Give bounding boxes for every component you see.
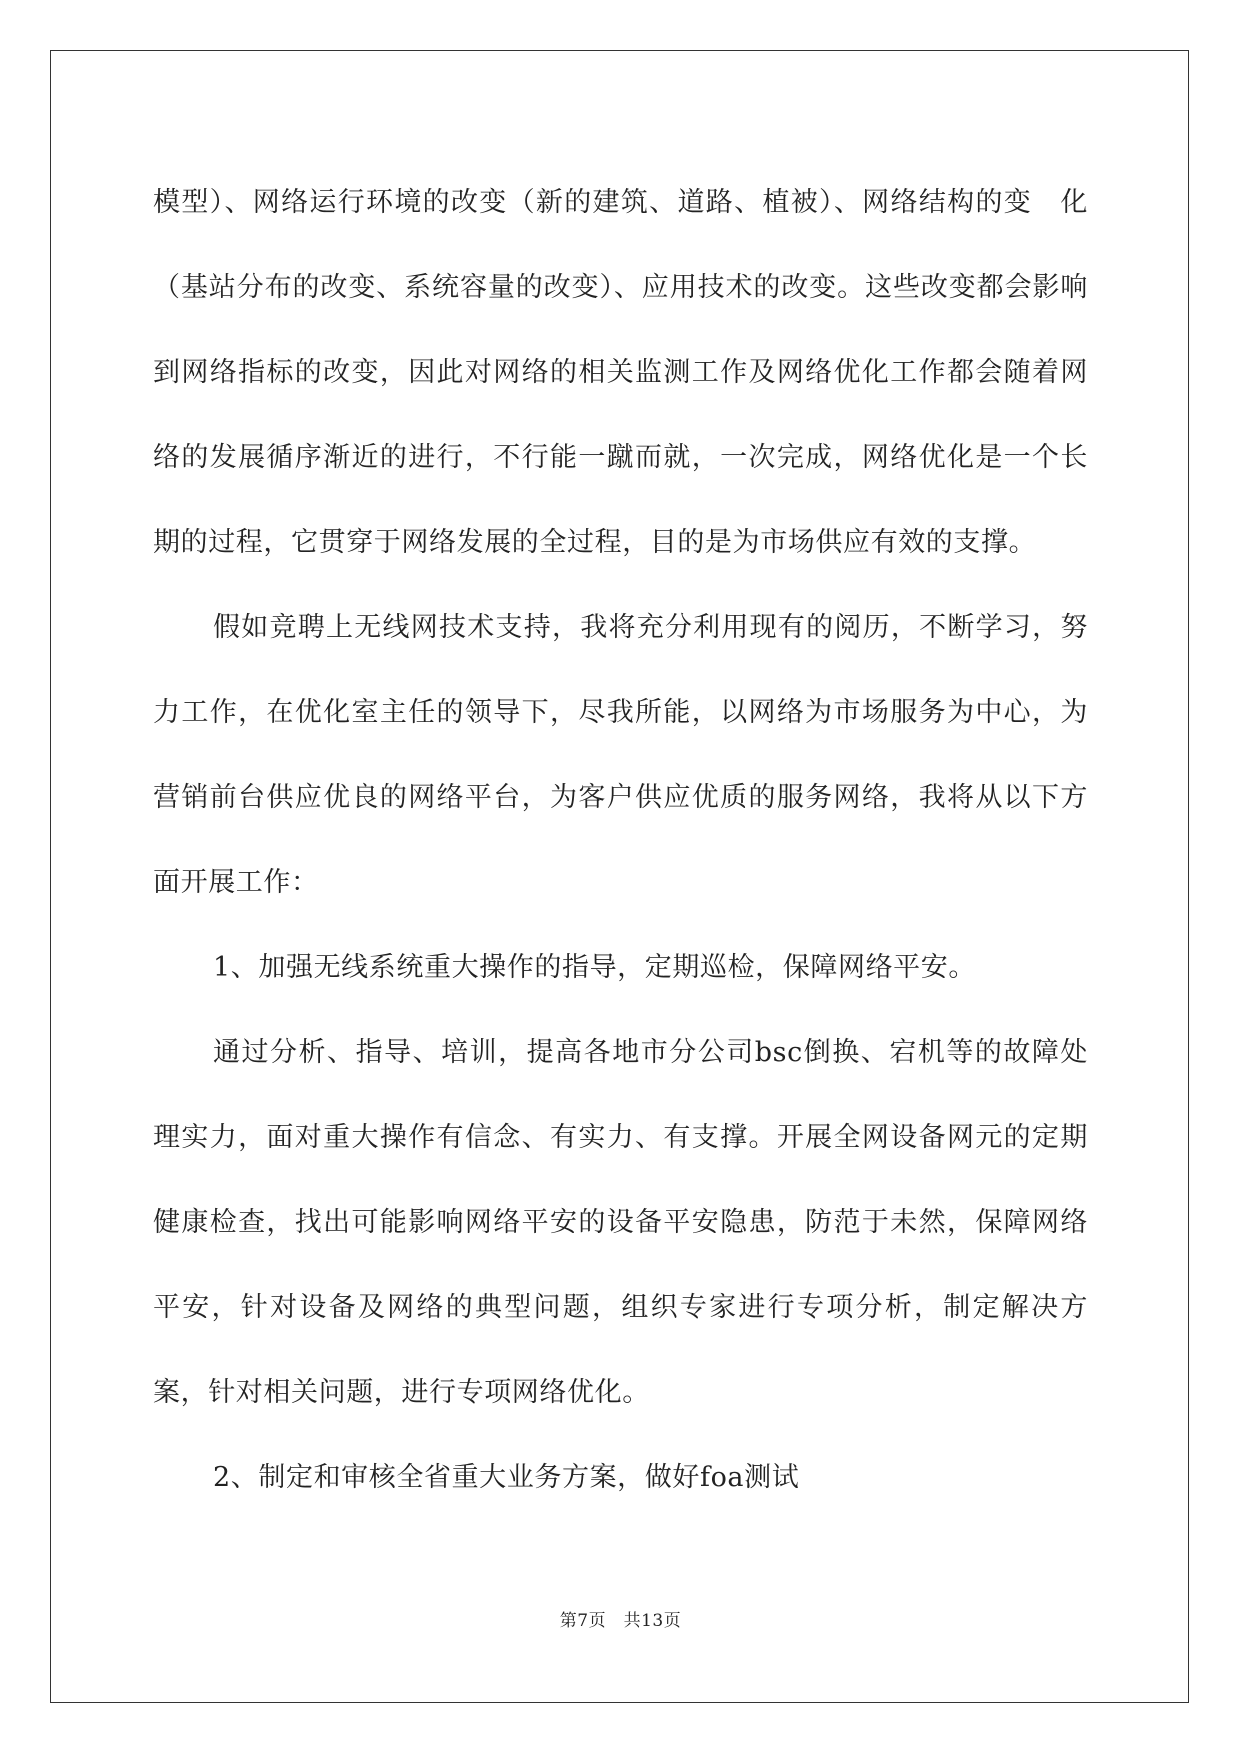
paragraph-1: 模型）、网络运行环境的改变（新的建筑、道路、植被）、网络结构的变 化（基站分布的改变、系统容量的改变）、应用技术的改变。这些改变都会影响到网络指标的改变，因此对网络的相关监测工作及网络优化工作都会随着网络的发展循序渐近的进行，不行能一蹴而就，一次完成，网络优化是一个长期的过程，它贯穿于网络发展的全过程，目的是为市场供应有效的支撑。 [153,187,1088,558]
page-number-footer: 第7页 共13页 [559,1611,682,1631]
paragraph-2: 假如竞聘上无线网技术支持，我将充分利用现有的阅历，不断学习，努力工作，在优化室主任的领导下，尽我所能，以网络为市场服务为中心，为营销前台供应优良的网络平台，为客户供应优质的服务网络，我将从以下方面开展工作： [153,612,1088,898]
paragraph-3: 1、加强无线系统重大操作的指导，定期巡检，保障网络平安。 [213,952,976,983]
paragraph-5: 2、制定和审核全省重大业务方案，做好foa测试 [213,1462,800,1493]
document-body [153,160,1088,1520]
paragraph-4: 通过分析、指导、培训，提高各地市分公司bsc倒换、宕机等的故障处理实力，面对重大操作有信念、有实力、有支撑。开展全网设备网元的定期健康检查，找出可能影响网络平安的设备平安隐患，防范于未然，保障网络平安，针对设备及网络的典型问题，组织专家进行专项分析，制定解决方案，针对相关问题，进行专项网络优化。 [153,1037,1088,1408]
